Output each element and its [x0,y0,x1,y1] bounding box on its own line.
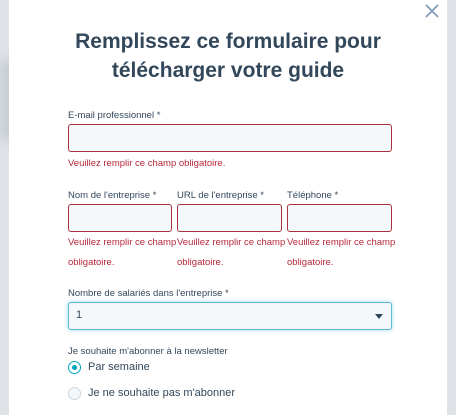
phone-error-line-2: obligatoire. [287,257,334,268]
radio-checked-icon[interactable] [68,361,81,374]
company-name-error-line-2: obligatoire. [68,257,115,268]
close-icon [423,2,441,20]
radio-unchecked-icon[interactable] [68,387,81,400]
employees-select[interactable] [68,302,392,330]
modal-title-line-1: Remplissez ce formulaire pour [75,30,381,53]
modal-title [9,27,447,85]
newsletter-option-label: Je ne souhaite pas m'abonner [88,387,236,399]
company-url-error-line-2: obligatoire. [177,257,224,268]
email-field[interactable] [68,124,392,152]
close-button[interactable] [423,2,441,20]
download-form-modal [9,0,447,415]
company-url-error-line-1: Veuillez remplir ce champ [177,237,286,248]
phone-label: Téléphone * [287,190,339,201]
caret-down-icon [375,314,383,319]
company-name-error [68,233,176,273]
modal-title-line-2: télécharger votre guide [111,59,345,82]
company-url-label: URL de l'entreprise * [177,190,265,201]
company-name-field[interactable] [68,204,172,232]
phone-field[interactable] [287,204,392,232]
newsletter-option-label: Par semaine [88,361,150,373]
email-error: Veuillez remplir ce champ obligatoire. [68,158,226,169]
phone-error [287,233,395,273]
employees-label: Nombre de salariés dans l'entreprise * [68,288,229,299]
company-url-field[interactable] [177,204,282,232]
company-name-error-line-1: Veuillez remplir ce champ [68,237,177,248]
employees-selected-value: 1 [76,309,83,321]
company-name-label: Nom de l'entreprise * [68,190,157,201]
phone-error-line-1: Veuillez remplir ce champ [287,237,396,248]
newsletter-label: Je souhaite m'abonner à la newsletter [68,346,228,357]
company-url-error [177,233,285,273]
email-label: E-mail professionnel * [68,110,161,121]
